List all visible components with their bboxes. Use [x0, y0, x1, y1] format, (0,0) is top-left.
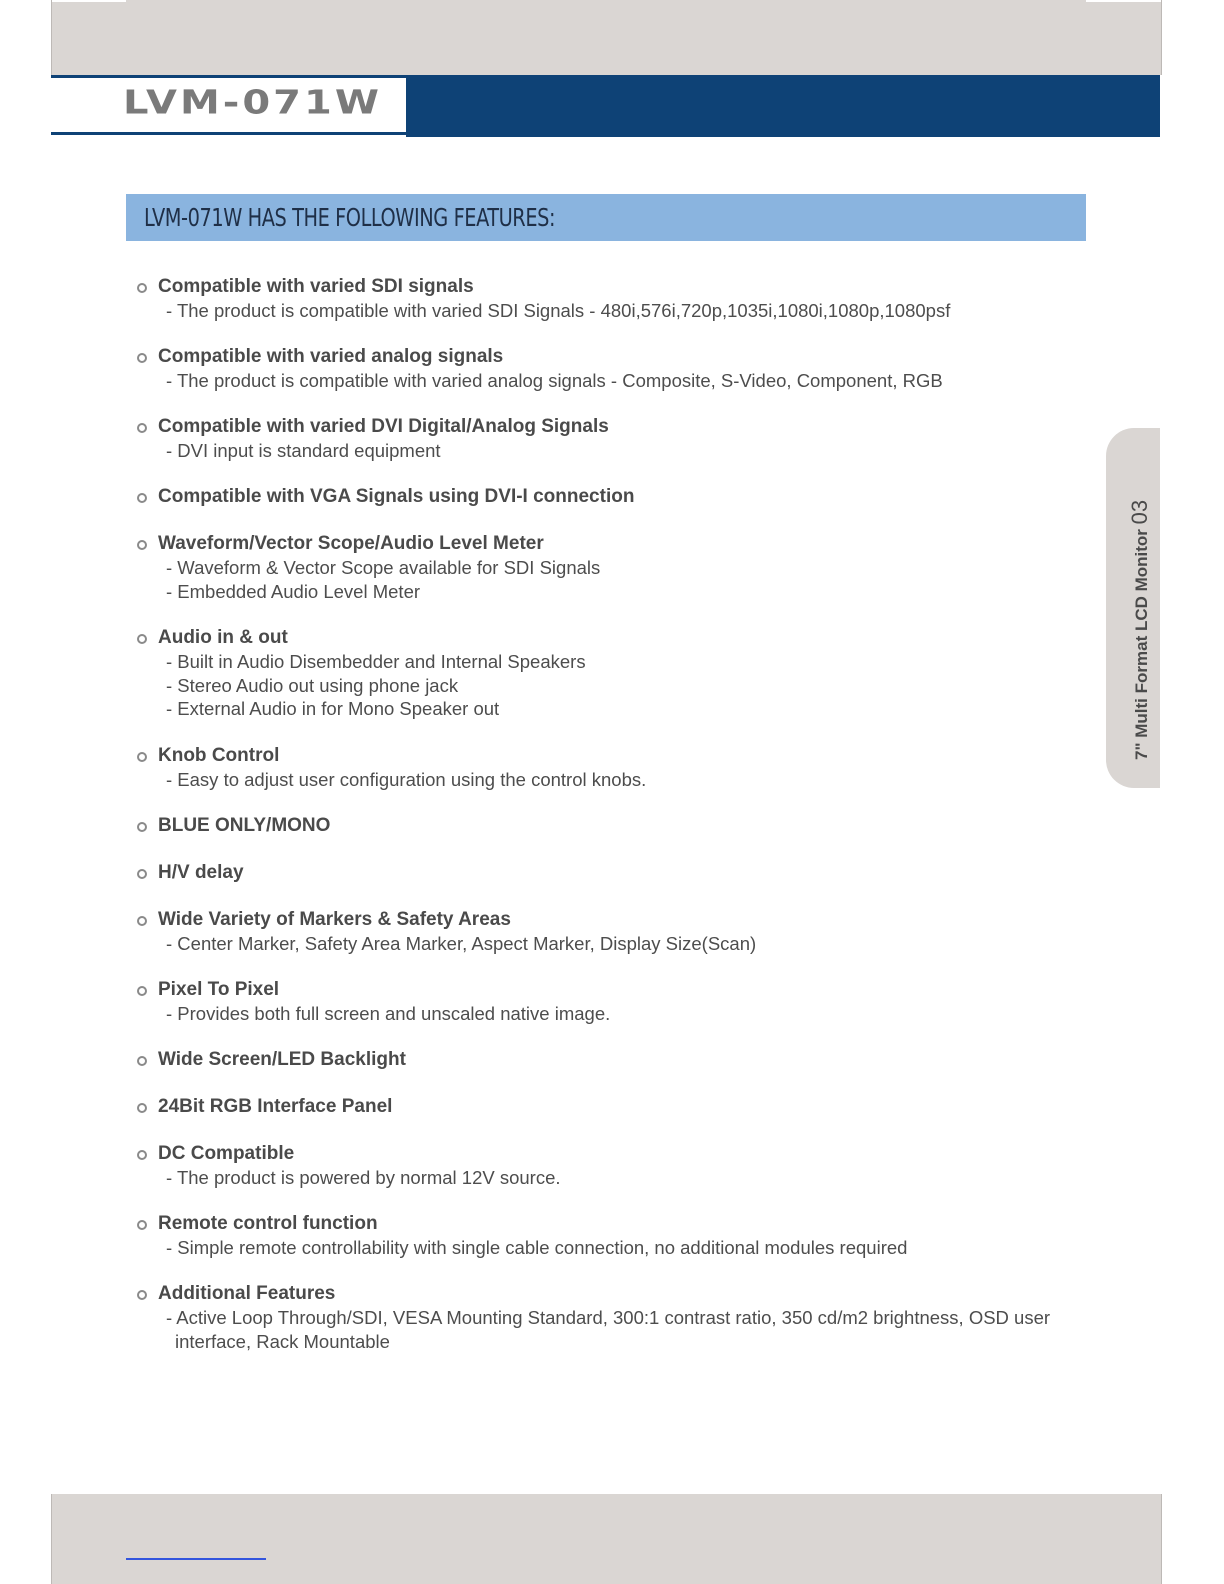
feature-title: Compatible with VGA Signals using DVI-I connection — [158, 486, 635, 507]
feature-detail-line: - The product is powered by normal 12V source. — [166, 1167, 561, 1188]
feature-title: Waveform/Vector Scope/Audio Level Meter — [158, 533, 544, 554]
features-section-header — [126, 194, 1086, 241]
feature-title: Knob Control — [158, 745, 280, 766]
bullet-circle-icon — [137, 752, 147, 762]
bullet-circle-icon — [137, 1150, 147, 1160]
logo-box — [51, 75, 406, 135]
footer-link-underline — [126, 1558, 266, 1560]
feature-title: Additional Features — [158, 1283, 336, 1304]
bullet-circle-icon — [137, 634, 147, 644]
feature-description — [166, 369, 1066, 393]
bullet-circle-icon — [137, 869, 147, 879]
feature-title: Wide Screen/LED Backlight — [158, 1049, 406, 1070]
feature-description — [166, 556, 1066, 603]
feature-title: Compatible with varied analog signals — [158, 346, 504, 367]
feature-description — [166, 1002, 1066, 1026]
feature-description — [166, 439, 1066, 463]
top-header-band — [51, 0, 1162, 75]
feature-description — [166, 1236, 1066, 1260]
bottom-footer-band — [51, 1494, 1162, 1584]
feature-title: Compatible with varied DVI Digital/Analog Signals — [158, 416, 609, 437]
bullet-circle-icon — [137, 1290, 147, 1300]
feature-detail-line: - Provides both full screen and unscaled native image. — [166, 1003, 611, 1024]
header-accent-bar — [406, 75, 1160, 137]
top-band-edge-right — [1086, 0, 1161, 2]
feature-detail-line: - The product is compatible with varied analog signals - Composite, S-Video, Component, RGB — [166, 370, 943, 391]
page-number: 03 — [1127, 499, 1152, 525]
feature-description — [166, 932, 1066, 956]
bullet-circle-icon — [137, 283, 147, 293]
feature-detail-line: - Center Marker, Safety Area Marker, Aspect Marker, Display Size(Scan) — [166, 933, 757, 954]
feature-detail-line: - Active Loop Through/SDI, VESA Mounting Standard, 300:1 contrast ratio, 350 cd/m2 brightness, OSD user — [166, 1307, 1051, 1328]
feature-title: BLUE ONLY/MONO — [158, 815, 331, 836]
feature-detail-line: - Simple remote controllability with single cable connection, no additional modules required — [166, 1237, 908, 1258]
feature-description — [166, 299, 1066, 323]
feature-detail-line: - Easy to adjust user configuration using the control knobs. — [166, 769, 647, 790]
feature-title: H/V delay — [158, 862, 244, 883]
side-tab-title: 7" Multi Format LCD Monitor — [1132, 529, 1151, 760]
feature-title: Audio in & out — [158, 627, 288, 648]
section-title: LVM-071W HAS THE FOLLOWING FEATURES: — [144, 203, 556, 232]
feature-detail-line: - DVI input is standard equipment — [166, 440, 441, 461]
bullet-circle-icon — [137, 353, 147, 363]
bullet-circle-icon — [137, 1103, 147, 1113]
feature-description — [166, 768, 1066, 792]
feature-detail-line: interface, Rack Mountable — [175, 1330, 390, 1352]
side-tab-label — [1127, 490, 1153, 760]
feature-detail-line: - Built in Audio Disembedder and Internal Speakers — [166, 651, 586, 672]
feature-description — [166, 1306, 1066, 1353]
feature-title: DC Compatible — [158, 1143, 295, 1164]
bullet-circle-icon — [137, 986, 147, 996]
feature-detail-line: - External Audio in for Mono Speaker out — [166, 698, 500, 719]
feature-detail-line: - Embedded Audio Level Meter — [166, 580, 421, 602]
feature-detail-line: - Stereo Audio out using phone jack — [166, 674, 459, 696]
top-band-edge-left — [52, 0, 126, 2]
bullet-circle-icon — [137, 540, 147, 550]
feature-detail-line: - The product is compatible with varied SDI Signals - 480i,576i,720p,1035i,1080i,1080p,1080psf — [166, 300, 951, 321]
feature-description — [166, 650, 1066, 721]
bullet-circle-icon — [137, 1220, 147, 1230]
product-logo: LVM-071W — [123, 84, 382, 122]
bullet-circle-icon — [137, 916, 147, 926]
feature-title: Remote control function — [158, 1213, 378, 1234]
bullet-circle-icon — [137, 493, 147, 503]
feature-title: Wide Variety of Markers & Safety Areas — [158, 909, 511, 930]
feature-title: Pixel To Pixel — [158, 979, 280, 1000]
feature-detail-line: - Waveform & Vector Scope available for SDI Signals — [166, 557, 601, 578]
bullet-circle-icon — [137, 1056, 147, 1066]
feature-description — [166, 1166, 1066, 1190]
bullet-circle-icon — [137, 423, 147, 433]
bullet-circle-icon — [137, 822, 147, 832]
feature-title: 24Bit RGB Interface Panel — [158, 1096, 393, 1117]
feature-title: Compatible with varied SDI signals — [158, 276, 474, 297]
